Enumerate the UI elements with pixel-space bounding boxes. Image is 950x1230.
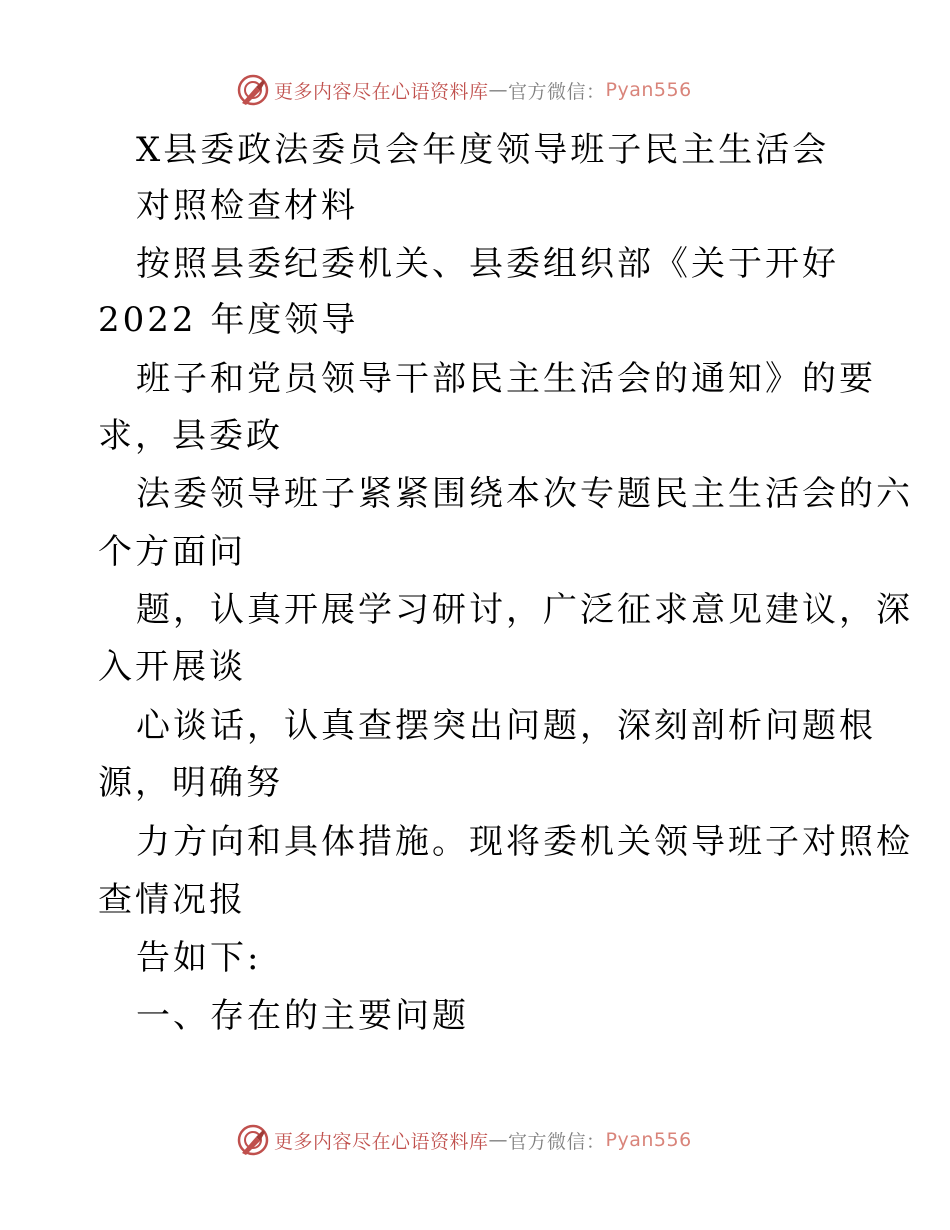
paragraph-line: 按照县委纪委机关、县委组织部《关于开好 [136, 244, 839, 284]
section-heading: 一、存在的主要问题 [136, 996, 469, 1036]
paragraph-line: 力方向和具体措施。现将委机关领导班子对照检 [136, 822, 913, 862]
document-title-line-2: 对照检查材料 [136, 186, 358, 226]
pen-logo-icon [236, 1123, 270, 1157]
watermark-label: 官方微信： [508, 1130, 606, 1153]
footer-watermark [236, 1122, 692, 1158]
watermark-account: Pyan556 [605, 79, 692, 101]
paragraph-line: 源，明确努 [98, 763, 283, 803]
watermark-site-text: 更多内容尽在心语资料库 [274, 80, 489, 103]
paragraph-line: 题，认真开展学习研讨，广泛征求意见建议，深 [136, 590, 913, 630]
paragraph-line: 求，县委政 [98, 416, 283, 456]
watermark-separator: — [488, 1129, 509, 1151]
paragraph-line: 查情况报 [98, 880, 246, 920]
paragraph-line: 心谈话，认真查摆突出问题，深刻剖析问题根 [136, 706, 876, 746]
watermark-site-text: 更多内容尽在心语资料库 [274, 1130, 489, 1153]
paragraph-line: 入开展谈 [98, 647, 246, 687]
paragraph-line: 班子和党员领导干部民主生活会的通知》的要 [136, 359, 876, 399]
document-title-line-1: X县委政法委员会年度领导班子民主生活会 [136, 130, 830, 170]
watermark-label: 官方微信： [508, 80, 606, 103]
paragraph-line: 2022 年度领导 [98, 300, 359, 340]
paragraph-line: 告如下: [136, 938, 262, 978]
watermark-account: Pyan556 [605, 1129, 692, 1151]
watermark-separator: — [488, 79, 509, 101]
paragraph-line: 法委领导班子紧紧围绕本次专题民主生活会的六 [136, 474, 913, 514]
paragraph-line: 个方面问 [98, 532, 246, 572]
